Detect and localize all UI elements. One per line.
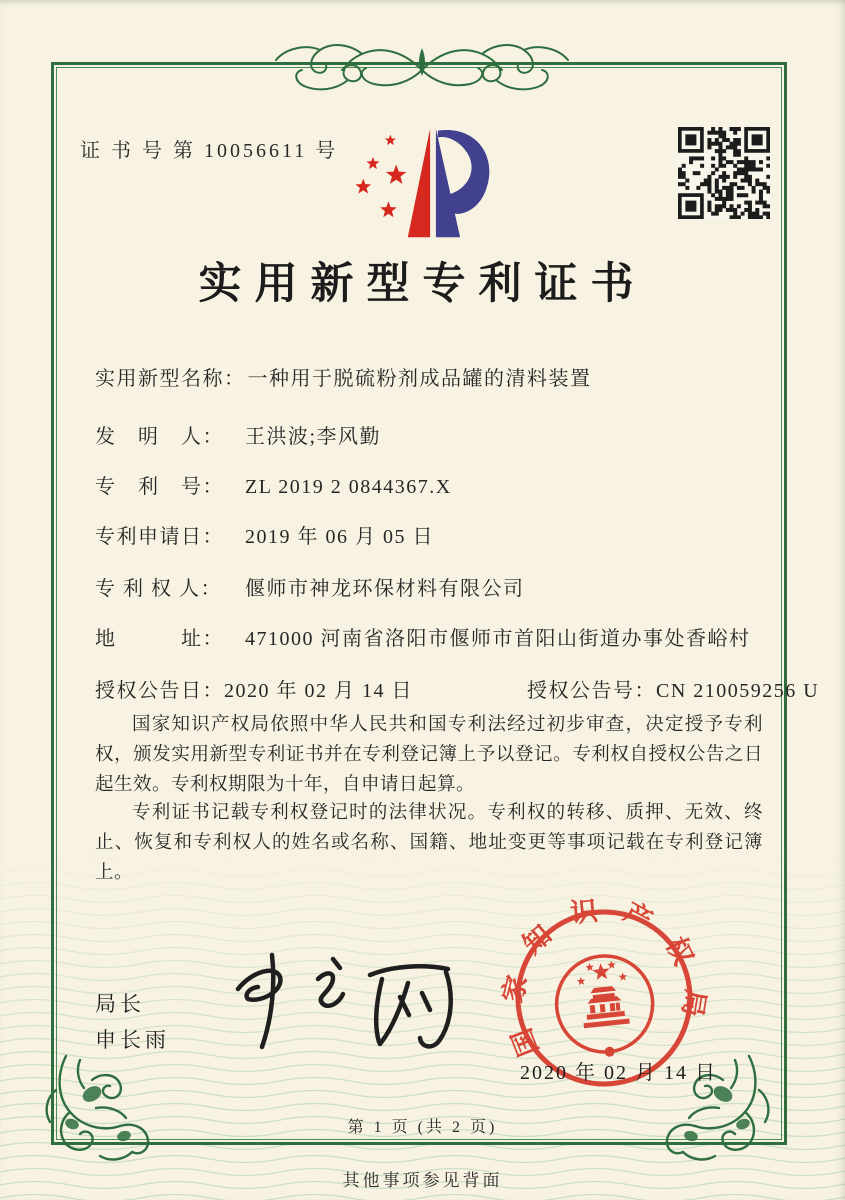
field-row-filing-date [95,520,434,549]
field-value: 一种用于脱硫粉剂成品罐的清料装置 [247,368,592,390]
field-value: 471000 河南省洛阳市偃师市首阳山街道办事处香峪村 [245,628,751,650]
grant-date-label: 授权公告日： [95,680,224,702]
grant-date-value: 2020 年 02 月 14 日 [224,680,413,702]
national-emblem-icon [552,951,658,1061]
page-indicator: 第 1 页 (共 2 页) [347,1119,498,1136]
field-value: 王洪波;李风勤 [245,426,382,448]
certificate-number: 证 书 号 第 10056611 号 [80,140,339,162]
legal-paragraph-2: 专利证书记载专利权登记时的法律状况。专利权的转移、质押、无效、终止、恢复和专利权人的姓名或名称、国籍、地址变更等事项记载在专利登记簿上。 [95,803,763,883]
field-label: 专利申请日： [95,526,224,548]
field-row-utility-model-name [95,362,592,391]
field-row-grant [95,674,820,703]
field-value: 偃师市神龙环保材料有限公司 [245,578,525,600]
field-label: 实用新型名称： [95,368,246,390]
field-row-address [95,622,751,651]
field-label: 专 利 号： [95,476,224,498]
legal-paragraph-1: 国家知识产权局依照中华人民共和国专利法经过初步审查，决定授予专利权，颁发实用新型专利证书并在专利登记簿上予以登记。专利权自授权公告之日起生效。专利权期限为十年，自申请日起算。 [95,715,763,795]
back-note: 其他事项参见背面 [342,1171,503,1190]
field-label: 发 明 人： [95,426,224,448]
director-name: 申长雨 [95,1029,170,1052]
grant-number-value: CN 210059256 U [656,680,820,702]
field-row-patentee [95,572,525,601]
director-signature [222,945,462,1055]
field-label: 专 利 权 人： [95,578,222,600]
certificate-title: 实用新型专利证书 [198,261,647,308]
field-row-inventors [95,420,381,449]
top-border-ornament-icon [262,30,582,96]
seal-date: 2020 年 02 月 14 日 [520,1062,717,1084]
cnipa-logo-icon [340,124,495,242]
field-label: 地 址： [95,628,224,650]
field-value: 2019 年 06 月 05 日 [245,526,434,548]
qr-code-icon [678,127,770,219]
field-value: ZL 2019 2 0844367.X [245,476,452,498]
grant-number-label: 授权公告号： [527,680,656,702]
seal-text: 国家知识产权局 [497,893,711,1061]
director-role: 局长 [95,993,145,1016]
field-row-patent-number [95,470,452,499]
